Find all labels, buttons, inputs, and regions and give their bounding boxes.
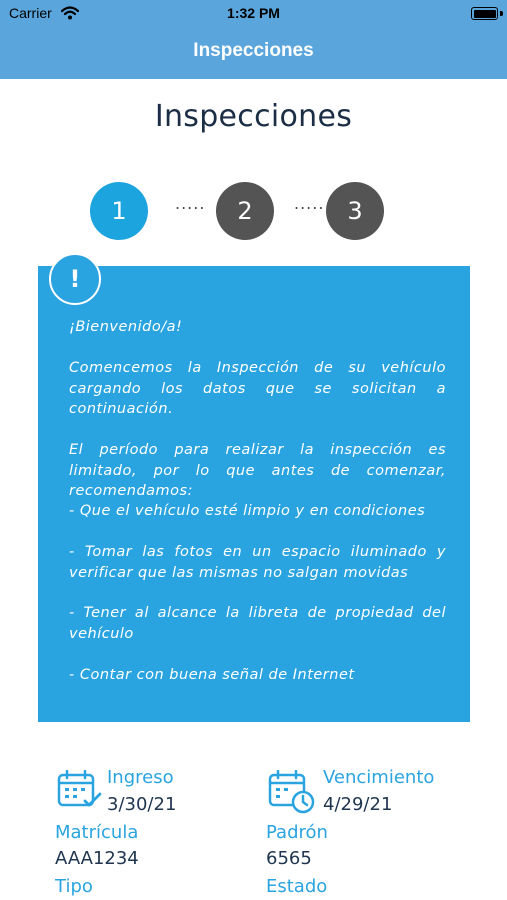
welcome-text: ¡Bienvenido/a! bbox=[69, 319, 183, 335]
tip-item: - Tener al alcance la libreta de propiedad del vehículo bbox=[69, 605, 446, 642]
tipo-label: Tipo bbox=[55, 876, 93, 897]
estado-label: Estado bbox=[266, 876, 328, 897]
step-connector: ..... bbox=[294, 194, 325, 213]
carrier-label: Carrier bbox=[9, 5, 52, 21]
matricula-label: Matrícula bbox=[55, 822, 139, 843]
padron-label: Padrón bbox=[266, 822, 328, 843]
intro-text: Comencemos la Inspección de su vehículo cargando los datos que se solicitan a continuación. bbox=[69, 360, 446, 417]
vencimiento-label: Vencimiento bbox=[323, 767, 435, 788]
tip-item: - Contar con buena señal de Internet bbox=[69, 667, 355, 683]
battery-icon bbox=[471, 7, 498, 20]
page-title: Inspecciones bbox=[154, 99, 353, 134]
step-2[interactable]: 2 bbox=[216, 182, 274, 240]
matricula-value: AAA1234 bbox=[55, 848, 139, 869]
step-3[interactable]: 3 bbox=[326, 182, 384, 240]
navigation-bar bbox=[0, 0, 507, 79]
period-text: El período para realizar la inspección es limitado, por lo que antes de comenzar, recomendamos: bbox=[69, 442, 446, 499]
calendar-clock-icon bbox=[267, 770, 317, 818]
calendar-check-icon bbox=[56, 770, 102, 814]
status-time: 1:32 PM bbox=[227, 5, 280, 21]
status-bar bbox=[0, 0, 507, 30]
battery-cap bbox=[500, 11, 503, 16]
ingreso-value: 3/30/21 bbox=[107, 794, 177, 815]
vencimiento-value: 4/29/21 bbox=[323, 794, 393, 815]
padron-value: 6565 bbox=[266, 848, 312, 869]
ingreso-label: Ingreso bbox=[107, 767, 174, 788]
tip-item: - Tomar las fotos en un espacio iluminado y verificar que las mismas no salgan movidas bbox=[69, 544, 446, 581]
nav-title: Inspecciones bbox=[193, 40, 314, 61]
step-1[interactable]: 1 bbox=[90, 182, 148, 240]
step-connector: ..... bbox=[175, 194, 206, 213]
tip-item: - Que el vehículo esté limpio y en condiciones bbox=[69, 503, 426, 519]
exclamation-icon: ! bbox=[49, 253, 101, 305]
